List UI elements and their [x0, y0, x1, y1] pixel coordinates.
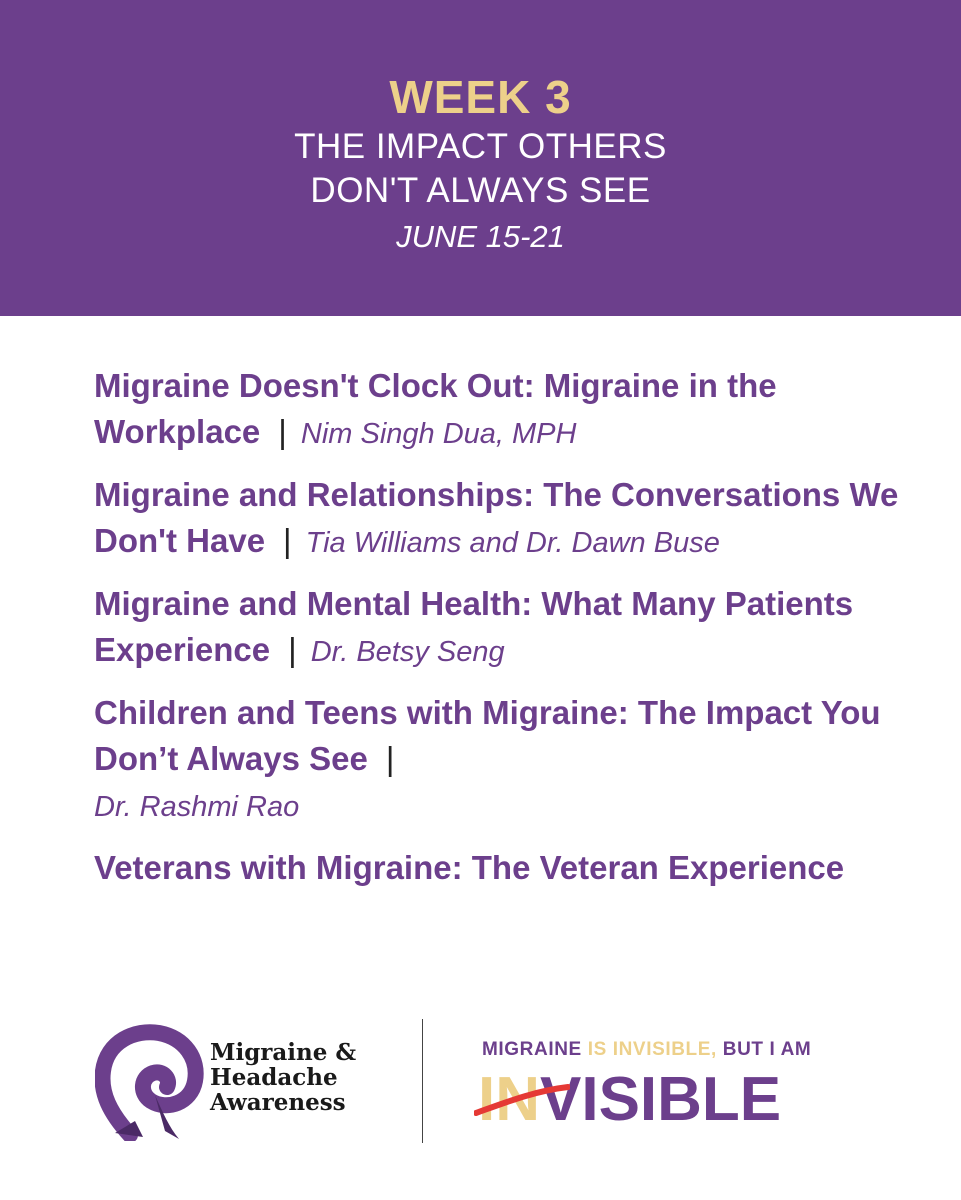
separator: | — [385, 740, 395, 777]
separator: | — [283, 522, 292, 559]
org-name-line: Migraine & — [210, 1039, 357, 1066]
org-name-line: Awareness — [210, 1089, 346, 1116]
strike-icon — [474, 1083, 570, 1117]
header-banner — [0, 0, 961, 316]
ribbon-icon — [95, 1023, 205, 1141]
org-name-line: Headache — [210, 1064, 338, 1091]
separator: | — [288, 631, 297, 668]
session-list — [94, 363, 914, 906]
footer-divider — [422, 1019, 423, 1143]
date-range: JUNE 15-21 — [396, 219, 565, 254]
session-item — [94, 472, 914, 566]
session-author: Nim Singh Dua, MPH — [300, 418, 577, 450]
tagline-highlight: IS INVISIBLE, — [587, 1039, 717, 1060]
session-item — [94, 845, 914, 891]
session-author: Dr. Rashmi Rao — [94, 791, 300, 823]
session-title: Veterans with Migraine: The Veteran Experience — [94, 849, 845, 886]
week-label: WEEK 3 — [389, 71, 572, 123]
session-author: Dr. Betsy Seng — [310, 636, 505, 668]
footer — [0, 1015, 961, 1145]
session-title: Migraine and Mental Health: What Many Patients Experience — [94, 585, 854, 668]
theme-line-1: THE IMPACT OTHERS — [294, 127, 667, 166]
session-item — [94, 690, 914, 830]
tagline-part: MIGRAINE — [482, 1039, 588, 1060]
org-name — [210, 1040, 356, 1115]
prefix-text: IN — [478, 1065, 540, 1134]
tagline-part: BUT I AM — [716, 1039, 812, 1060]
campaign-tagline — [482, 1039, 811, 1061]
theme-line-2: DON'T ALWAYS SEE — [310, 171, 651, 210]
visible-wordmark — [478, 1065, 781, 1135]
session-author: Tia Williams and Dr. Dawn Buse — [305, 527, 720, 559]
session-title: Migraine Doesn't Clock Out: Migraine in the Workplace — [94, 367, 777, 450]
session-item — [94, 581, 914, 675]
session-title: Migraine and Relationships: The Conversations We Don't Have — [94, 476, 899, 559]
wordmark-rest: VISIBLE — [540, 1065, 782, 1134]
separator: | — [278, 413, 287, 450]
session-title: Children and Teens with Migraine: The Impact You Don’t Always See — [94, 694, 881, 777]
session-item — [94, 363, 914, 457]
crossed-out-prefix — [478, 1065, 540, 1134]
